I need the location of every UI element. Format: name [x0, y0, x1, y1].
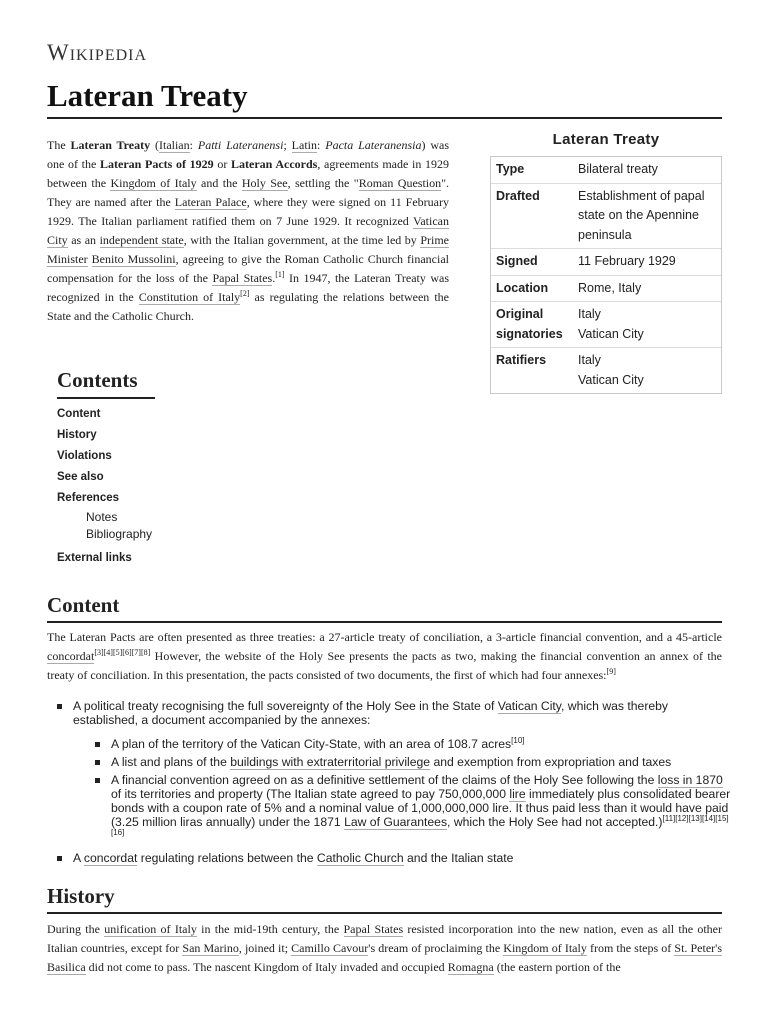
infobox-row-type	[491, 157, 721, 183]
history-paragraph: During the unification of Italy in the mid-19th century, the Papal States resisted incorporation into the new nation, even as all the other Italian countries, except for San Marino, joined it; Camillo Cavour's dream of proclaiming the Kingdom of Italy from the steps of St. Peter's Basilica did not come to pass. The nascent Kingdom of Italy invaded and occupied Romagna (the eastern portion of the	[47, 922, 722, 974]
link-roman-question[interactable]: Roman Question	[358, 176, 442, 190]
infobox-value: Italy Vatican City	[578, 307, 644, 341]
infobox-row-drafted	[491, 183, 721, 249]
section-divider	[47, 621, 722, 623]
link-constitution-of-italy[interactable]: Constitution of Italy	[138, 290, 241, 304]
link-romagna[interactable]: Romagna	[447, 960, 494, 974]
list-item: A plan of the territory of the Vatican City-State, with an area of 108.7 acres[10]	[93, 737, 733, 751]
ref-10[interactable]: [10]	[511, 735, 525, 745]
list-item: A political treaty recognising the full sovereignty of the Holy See in the State of Vatican City, which was thereby established, a document accompanied by the annexes: A plan of the territory of the Vatican City-State, with an area of 108.7 acres[10] A list and plans of the buildings with extraterritorial privilege and exemption from expropriation and taxes A financial convention agreed on as a definitive settlement of the claims of the Holy See following the loss in 1870 of its territories and property (The Italian state agreed to pay 750,000,000 lire immediately plus consolidated bearer bonds with a coupon rate of 5% and a nominal value of 1,000,000,000 lire. It thus paid less than it would have paid (3.25 million liras annually) under the 1871 Law of Guarantees, which the Holy See had not accepted.)[11][12][13][14][15][16]	[55, 699, 733, 851]
intro-paragraph: The Lateran Treaty (Italian: Patti Lateranensi; Latin: Pacta Lateranensia) was one of the Lateran Pacts of 1929 or Lateran Accords, agreements made in 1929 between the Kingdom of Italy and the Holy See, settling the "Roman Question". They are named after the Lateran Palace, where they were signed on 11 February 1929. The Italian parliament ratified them on 7 June 1929. It recognized Vatican City as an independent state, with the Italian government, at the time led by Prime Minister Benito Mussolini, agreeing to give the Roman Catholic Church financial compensation for the loss of the Papal States.[1] In 1947, the Lateran Treaty was recognized in the Constitution of Italy[2] as regulating the relations between the State and the Catholic Church.	[47, 138, 450, 323]
link-vatican-city[interactable]: Vatican City	[497, 699, 561, 713]
toc-title: Contents	[57, 368, 138, 392]
content-paragraph: The Lateran Pacts are often presented as three treaties: a 27-article treaty of conciliation, a 3-article financial convention, and a 45-article concordat[3][4][5][6][7][8] However, the website of the Holy See presents the pacts as two, making the financial convention an annex of the treaty of conciliation. In this presentation, the pacts consisted of two documents, the first of which had four annexes:[9]	[47, 630, 722, 682]
list-item: A financial convention agreed on as a definitive settlement of the claims of the Holy See following the loss in 1870 of its territories and property (The Italian state agreed to pay 750,000,000 lire immediately plus consolidated bearer bonds with a coupon rate of 5% and a nominal value of 1,000,000,000 lire. It thus paid less than it would have paid (3.25 million liras annually) under the 1871 Law of Guarantees, which the Holy See had not accepted.)[11][12][13][14][15][16]	[93, 773, 733, 843]
link-benito-mussolini[interactable]: Benito Mussolini	[91, 252, 176, 266]
infobox-table	[490, 156, 722, 394]
link-holy-see[interactable]: Holy See	[241, 176, 288, 190]
infobox-key: Type	[496, 162, 525, 176]
toc-item-history[interactable]: History	[57, 429, 97, 441]
bullet-icon	[93, 773, 111, 843]
table-of-contents	[57, 368, 297, 569]
link-catholic-church[interactable]: Catholic Church	[316, 851, 404, 865]
link-concordat[interactable]: concordat	[47, 649, 95, 663]
infobox-caption: Lateran Treaty	[552, 131, 660, 148]
link-kingdom-of-italy[interactable]: Kingdom of Italy	[503, 941, 587, 955]
infobox-value: Establishment of papal state on the Apennine peninsula	[578, 188, 705, 242]
bullet-icon	[93, 755, 111, 769]
link-loss-in-1870[interactable]: loss in 1870	[657, 773, 723, 787]
bullet-icon	[93, 737, 111, 751]
ref-1[interactable]: [1]	[275, 270, 285, 279]
infobox	[490, 131, 722, 394]
infobox-key: Ratifiers	[496, 353, 547, 367]
link-concordat[interactable]: concordat	[83, 851, 138, 865]
bullet-icon	[55, 851, 73, 865]
toc-item-content[interactable]: Content	[57, 408, 101, 420]
infobox-value: Italy Vatican City	[578, 353, 644, 387]
infobox-row-signed	[491, 248, 721, 275]
toc-subitem-bibliography[interactable]: Bibliography	[86, 527, 153, 541]
link-extraterritorial-buildings[interactable]: buildings with extraterritorial privilege	[230, 755, 431, 769]
section-heading-history: History	[47, 884, 115, 908]
infobox-row-signatories	[491, 301, 721, 347]
infobox-value: Bilateral treaty	[578, 162, 658, 176]
infobox-value: 11 February 1929	[578, 254, 676, 268]
link-italian[interactable]: Italian	[158, 138, 190, 152]
link-st-peters-basilica[interactable]: St. Peter's Basilica	[47, 941, 722, 974]
toc-divider	[57, 397, 155, 399]
list-item: A concordat regulating relations between the Catholic Church and the Italian state	[55, 851, 733, 865]
infobox-key: Location	[496, 280, 549, 295]
link-papal-states[interactable]: Papal States	[343, 922, 404, 936]
wikipedia-wordmark[interactable]: Wikipedia	[47, 40, 148, 65]
toc-item-see-also[interactable]: See also	[57, 471, 104, 483]
link-unification-of-italy[interactable]: unification of Italy	[104, 922, 197, 936]
refs-3-8[interactable]: [3][4][5][6][7][8]	[94, 648, 151, 657]
infobox-key: Original signatories	[496, 307, 563, 341]
infobox-row-ratifiers	[491, 347, 721, 393]
link-lire[interactable]: lire	[509, 787, 526, 801]
toc-item-external-links[interactable]: External links	[57, 552, 132, 564]
title-divider	[47, 117, 722, 119]
bullet-icon	[55, 699, 73, 851]
link-camillo-cavour[interactable]: Camillo Cavour	[291, 941, 369, 955]
link-papal-states[interactable]: Papal States	[212, 271, 273, 285]
toc-subitem-notes[interactable]: Notes	[86, 510, 118, 524]
link-prime-minister[interactable]: Prime Minister	[47, 233, 449, 266]
refs-11-16[interactable]: [11][12][13][14][15][16]	[111, 813, 729, 837]
infobox-key: Signed	[496, 254, 538, 268]
annex-list	[93, 737, 733, 843]
page-title: Lateran Treaty	[47, 78, 248, 113]
content-bullet-list	[55, 699, 733, 865]
link-latin[interactable]: Latin	[291, 138, 317, 152]
link-san-marino[interactable]: San Marino	[182, 941, 239, 955]
ref-2[interactable]: [2]	[240, 289, 250, 298]
section-divider	[47, 912, 722, 914]
list-item: A list and plans of the buildings with extraterritorial privilege and exemption from expropriation and taxes	[93, 755, 733, 769]
link-law-of-guarantees[interactable]: Law of Guarantees	[344, 815, 448, 829]
infobox-value: Rome, Italy	[578, 280, 642, 295]
link-lateran-palace[interactable]: Lateran Palace	[174, 195, 247, 209]
section-heading-content: Content	[47, 593, 120, 617]
link-vatican-city[interactable]: Vatican City	[47, 214, 449, 247]
infobox-row-location	[491, 275, 721, 302]
link-independent-state[interactable]: independent state	[99, 233, 184, 247]
infobox-key: Drafted	[496, 188, 540, 203]
toc-item-references[interactable]: References	[57, 492, 120, 504]
ref-9[interactable]: [9]	[606, 667, 616, 676]
toc-item-violations[interactable]: Violations	[57, 450, 112, 462]
link-kingdom-of-italy[interactable]: Kingdom of Italy	[110, 176, 197, 190]
